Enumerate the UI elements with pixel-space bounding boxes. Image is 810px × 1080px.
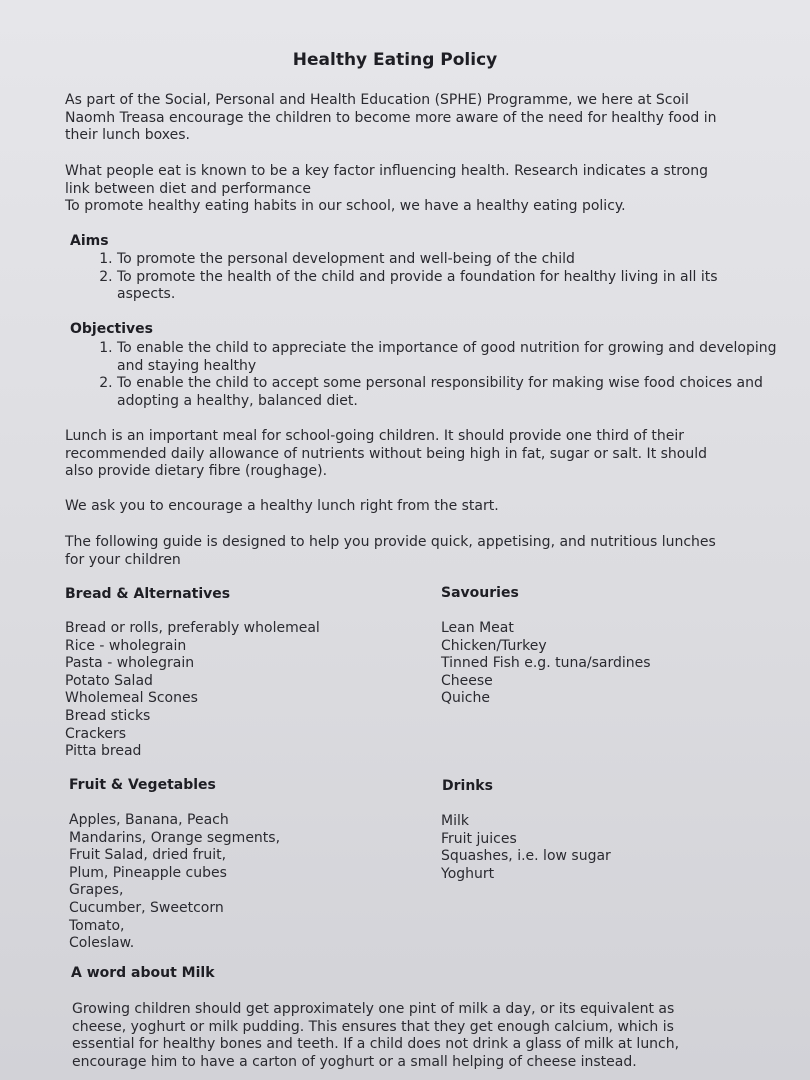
bread-item: Crackers <box>65 725 127 742</box>
fruit-item: Fruit Salad, dried fruit, <box>69 847 227 864</box>
guide-paragraph: The following guide is designed to help you provide quick, appetising, and nutritious lunches for your children <box>65 534 716 568</box>
savouries-item: Cheese <box>441 672 493 689</box>
savouries-item: Lean Meat <box>441 620 514 636</box>
drinks-item: Yoghurt <box>441 865 495 882</box>
milk-paragraph: Growing children should get approximately one pint of milk a day, or its equivalent as cheese, yoghurt or milk pudding. This ensures that they get enough calcium, which is essential for healthy bones and teeth. If a child does not drink a glass of milk at lunch, encourage him to have a carton of yoghurt or a small helping of cheese instead. <box>72 1001 680 1070</box>
objectives-item: 2. To enable the child to accept some personal responsibility for making wise food choices and adopting a healthy, balanced diet. <box>117 375 777 410</box>
bread-list <box>65 620 320 761</box>
savouries-item: Tinned Fish e.g. tuna/sardines <box>441 655 651 672</box>
bread-heading: Bread & Alternatives <box>65 586 231 602</box>
savouries-list <box>441 620 651 708</box>
aims-list <box>70 251 777 304</box>
fruit-item: Cucumber, Sweetcorn <box>69 899 224 916</box>
bread-item: Wholemeal Scones <box>65 690 198 707</box>
drinks-item: Squashes, i.e. low sugar <box>441 848 611 865</box>
milk-heading: A word about Milk <box>71 965 215 981</box>
bread-item: Rice - wholegrain <box>65 637 187 654</box>
research-paragraph <box>65 163 733 216</box>
intro-paragraph: As part of the Social, Personal and Health Education (SPHE) Programme, we here at Scoil Naomh Treasa encourage the children to become more aware of the need for healthy food in their lunch boxes. <box>65 92 717 144</box>
objectives-heading: Objectives <box>70 321 153 337</box>
fruit-item: Grapes, <box>69 882 124 899</box>
lunch-paragraph: Lunch is an important meal for school-going children. It should provide one third of their recommended daily allowance of nutrients without being high in fat, sugar or salt. It should also provide dietary fibre (roughage). <box>65 428 708 480</box>
savouries-item: Chicken/Turkey <box>441 637 547 654</box>
drinks-list <box>441 813 611 883</box>
bread-item: Potato Salad <box>65 672 153 689</box>
bread-item: Pitta bread <box>65 743 142 760</box>
fruit-item: Plum, Pineapple cubes <box>69 864 227 881</box>
research-line-1: What people eat is known to be a key factor influencing health. Research indicates a strong link between diet and performance <box>65 163 709 197</box>
bread-item: Pasta - wholegrain <box>65 655 195 672</box>
page-title: Healthy Eating Policy <box>292 50 498 70</box>
research-line-2: To promote healthy eating habits in our school, we have a healthy eating policy. <box>65 198 626 215</box>
objectives-list <box>70 340 777 410</box>
aims-item: 2. To promote the health of the child and provide a foundation for healthy living in all its aspects. <box>117 269 777 304</box>
savouries-heading: Savouries <box>441 585 519 601</box>
aims-heading: Aims <box>70 233 109 249</box>
bread-item: Bread or rolls, preferably wholemeal <box>65 620 320 636</box>
encourage-paragraph: We ask you to encourage a healthy lunch right from the start. <box>65 498 499 514</box>
fruit-item: Mandarins, Orange segments, <box>69 829 281 846</box>
fruit-item: Coleslaw. <box>69 935 135 952</box>
fruit-list <box>69 812 280 953</box>
savouries-item: Quiche <box>441 690 490 707</box>
objectives-item: 1. To enable the child to appreciate the importance of good nutrition for growing and developing and staying healthy <box>117 340 777 375</box>
fruit-heading: Fruit & Vegetables <box>69 777 216 793</box>
drinks-item: Fruit juices <box>441 830 517 847</box>
bread-item: Bread sticks <box>65 707 151 724</box>
drinks-heading: Drinks <box>442 778 493 794</box>
drinks-item: Milk <box>441 813 469 829</box>
fruit-item: Tomato, <box>69 917 125 934</box>
aims-item: 1. To promote the personal development and well-being of the child <box>117 251 777 269</box>
fruit-item: Apples, Banana, Peach <box>69 812 229 828</box>
